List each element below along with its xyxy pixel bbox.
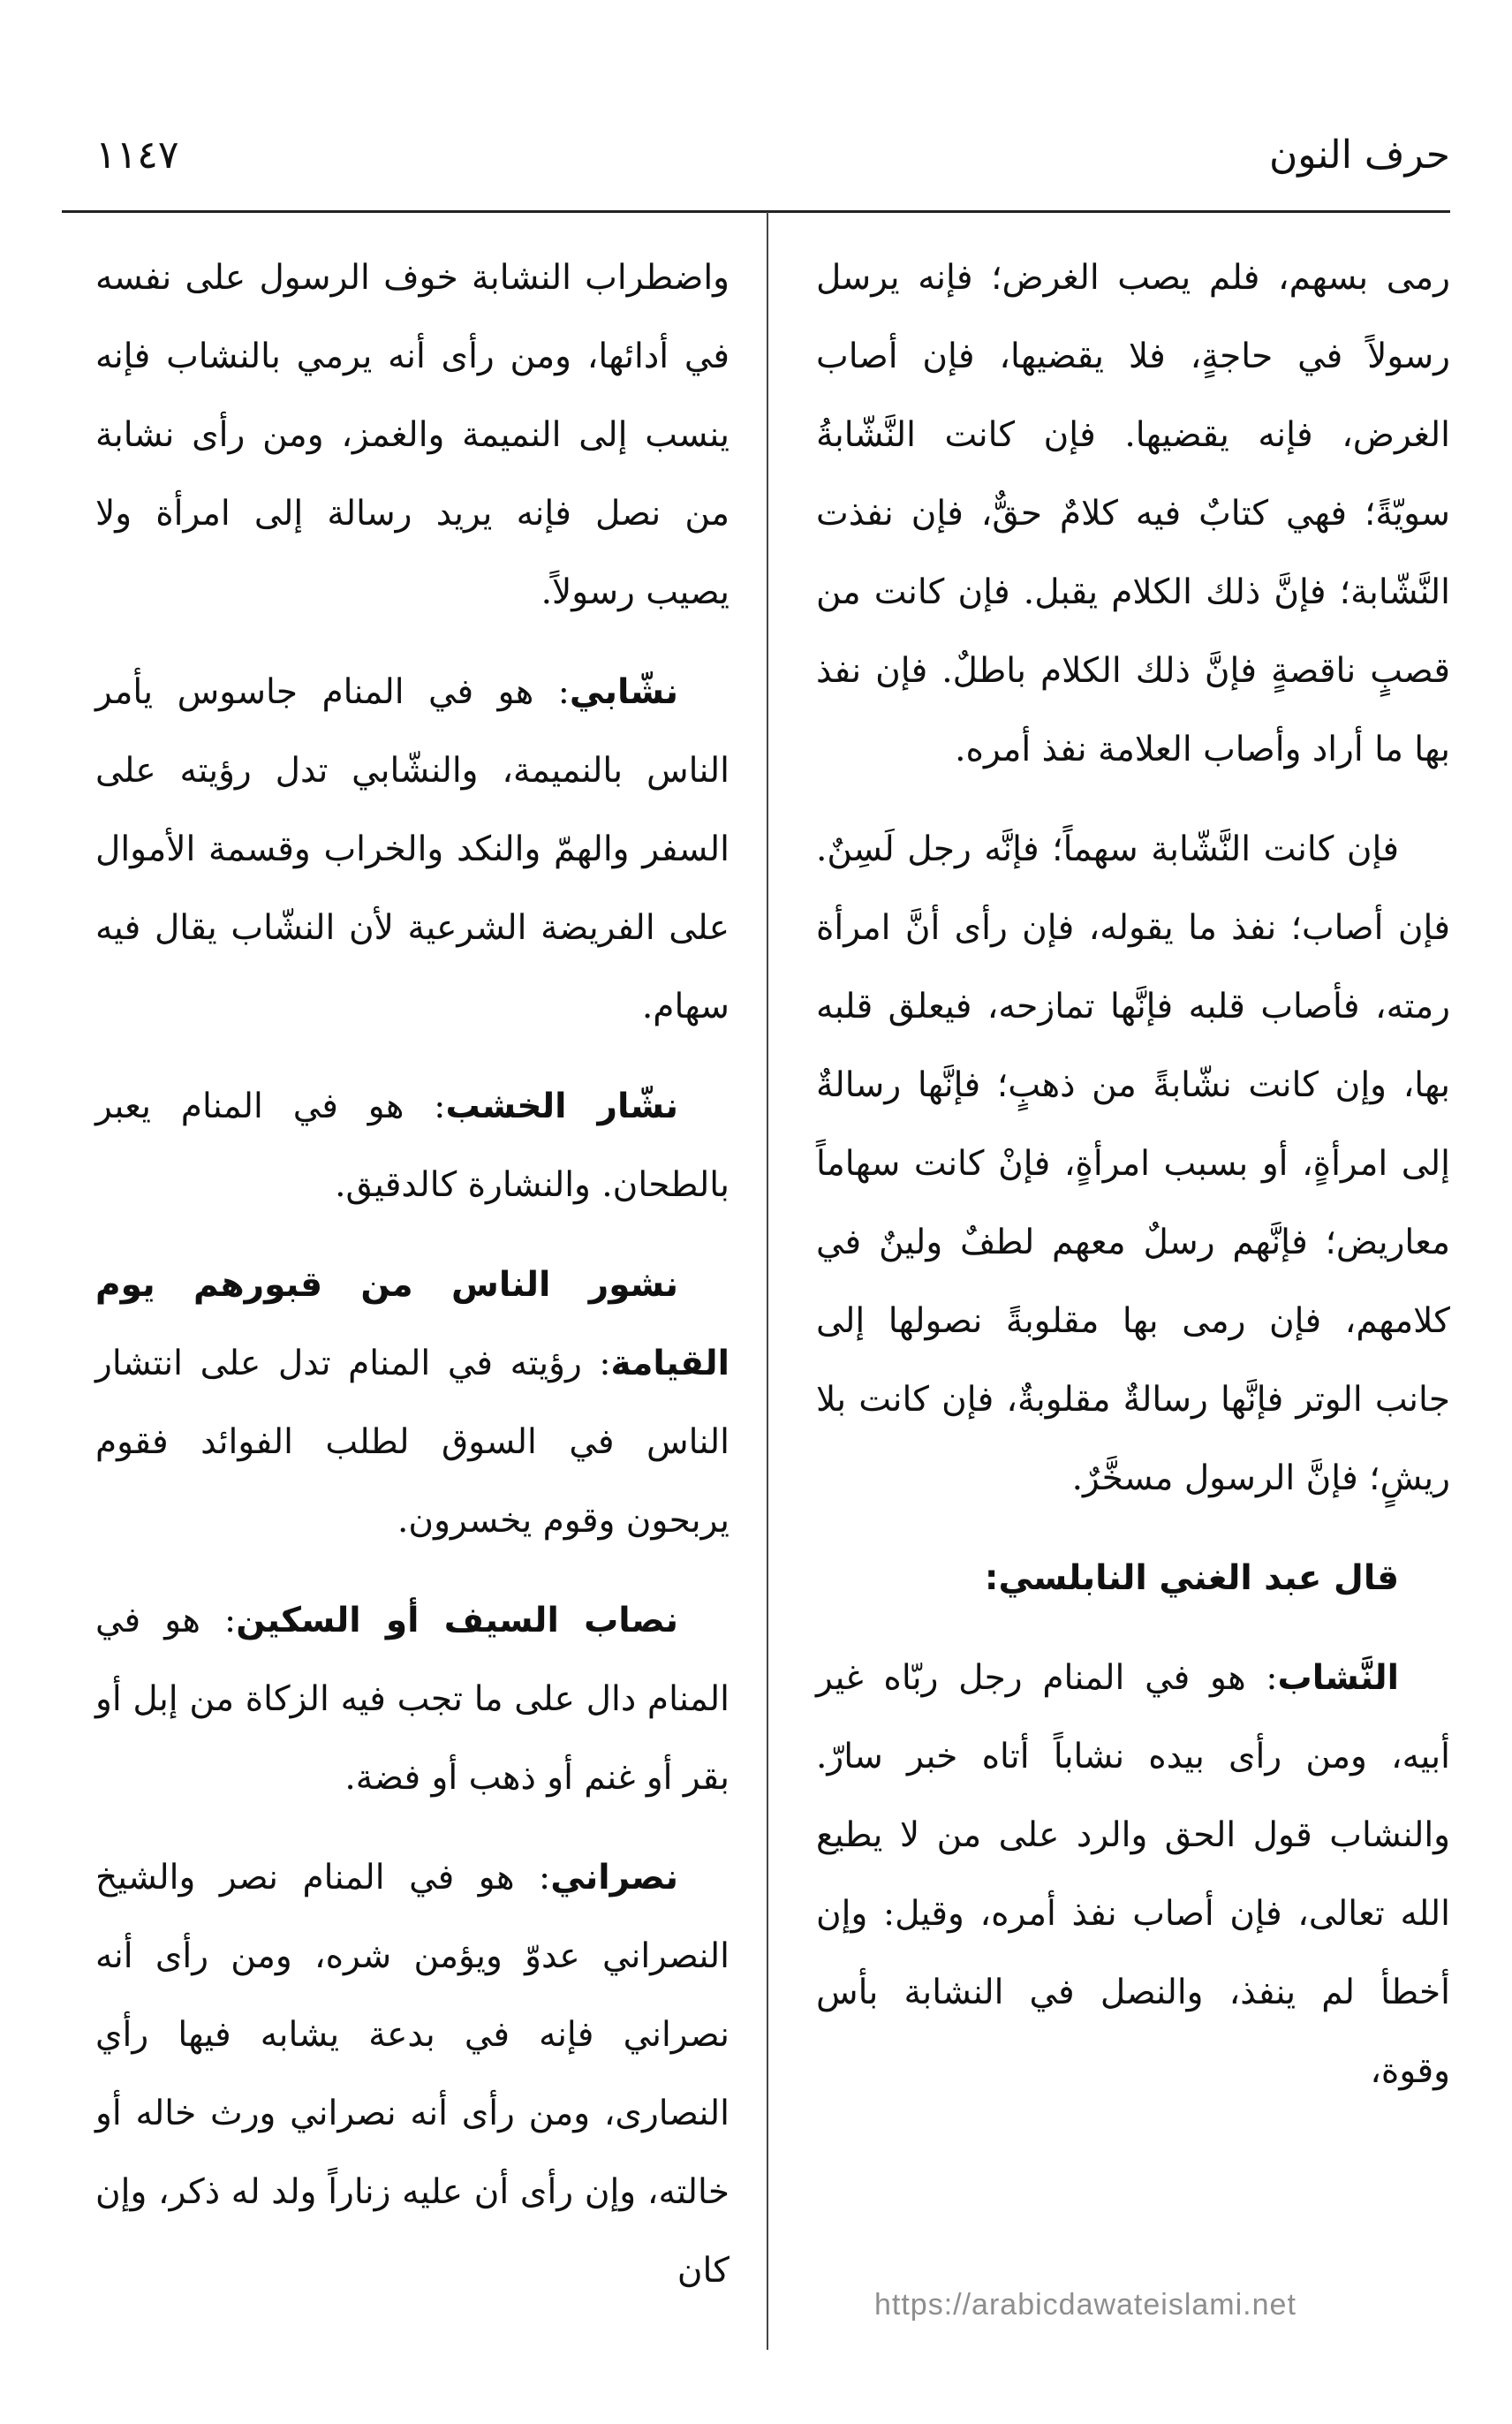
entry-term: نشور الناس من قبورهم يوم القيامة — [95, 1265, 730, 1383]
entry-nisab — [95, 1581, 730, 1817]
entry-nashar-alkhashab — [95, 1067, 730, 1224]
entry-term: نشّار الخشب — [445, 1087, 678, 1126]
entry-term: نصراني — [550, 1858, 678, 1898]
entry-text: : هو في المنام نصر والشيخ النصراني عدوّ ويؤمن شره، ومن رأى أنه نصراني فإنه في بدعة يشابه فيها رأي النصارى، ومن رأى أنه نصراني ورث خاله أو خالته، وإن رأى أن عليه زناراً ولد له ذكر، وإن كان — [95, 1858, 730, 2291]
entry-term: النَّشاب — [1277, 1658, 1399, 1698]
right-column — [816, 239, 1450, 2132]
header-rule — [62, 210, 1450, 213]
entry-term: نشّابي — [569, 672, 678, 712]
watermark-url: https://arabicdawateislami.net — [874, 2288, 1297, 2322]
entry-text: : هو في المنام دال على ما تجب فيه الزكاة من إبل أو بقر أو غنم أو ذهب أو فضة. — [95, 1601, 730, 1798]
running-header-title: حرف النون — [1268, 133, 1450, 178]
paragraph-arrow-missing-target: رمى بسهم، فلم يصب الغرض؛ فإنه يرسل رسولاً في حاجةٍ، فلا يقضيها، فإن أصاب الغرض، فإنه يقضيها. فإن كانت النَّشّابةُ سويّةً؛ فهي كتابٌ فيه كلامٌ حقٌّ، فإن نفذت النَّشّابة؛ فإنَّ ذلك الكلام يقبل. فإن كانت من قصبٍ ناقصةٍ فإنَّ ذلك الكلام باطلٌ. فإن نفذ بها ما أراد وأصاب العلامة نفذ أمره. — [816, 258, 1450, 769]
entry-text: : هو في المنام يعبر بالطحان. والنشارة كالدقيق. — [95, 1087, 730, 1205]
entry-nushshabi — [95, 653, 730, 1046]
page-number: ١١٤٧ — [95, 133, 179, 178]
entry-text: : هو في المنام جاسوس يأمر الناس بالنميمة، والنشّابي تدل رؤيته على السفر والهمّ والنكد والخراب وقسمة الأموال على الفريضة الشرعية لأن النشّاب يقال فيه سهام. — [95, 672, 730, 1026]
entry-nushur — [95, 1246, 730, 1560]
section-heading-nabulsi: قال عبد الغني النابلسي: — [984, 1558, 1399, 1598]
paragraph-arrow-types: فإن كانت النَّشّابة سهماً؛ فإنَّه رجل لَسِنٌ. فإن أصاب؛ نفذ ما يقوله، فإن رأى أنَّ امرأة رمته، فأصاب قلبه فإنَّها تمازحه، فيعلق قلبه بها، وإن كانت نشّابةً من ذهبٍ؛ فإنَّها رسالةٌ إلى امرأةٍ، أو بسبب امرأةٍ، فإنْ كانت سهاماً معاريض؛ فإنَّهم رسلٌ معهم لطفٌ ولينٌ في كلامهم، فإن رمى بها مقلوبةً نصولها إلى جانب الوتر فإنَّها رسالةٌ مقلوبةٌ، فإن كانت بلا ريشٍ؛ فإنَّ الرسول مسخَّرٌ. — [816, 829, 1450, 1498]
entry-nasrani — [95, 1838, 730, 2310]
left-column — [95, 239, 730, 2331]
entry-text: : هو في المنام رجل ربّاه غير أبيه، ومن رأى بيده نشاباً أتاه خبر سارّ. والنشاب قول الحق والرد على من لا يطيع الله تعالى، فإن أصاب نفذ أمره، وقيل: وإن أخطأ لم ينفذ، والنصل في النشابة بأس وقوة، — [816, 1658, 1450, 2091]
entry-term: نصاب السيف أو السكين — [236, 1601, 679, 1640]
entry-text: : رؤيته في المنام تدل على انتشار الناس في السوق لطلب الفوائد فقوم يربحون وقوم يخسرون. — [95, 1344, 730, 1541]
paragraph-continuation: واضطراب النشابة خوف الرسول على نفسه في أدائها، ومن رأى أنه يرمي بالنشاب فإنه ينسب إلى النميمة والغمز، ومن رأى نشابة من نصل فإنه يريد رسالة إلى امرأة ولا يصيب رسولاً. — [95, 258, 730, 612]
column-divider — [767, 212, 768, 2350]
entry-nushshab — [816, 1639, 1450, 2110]
